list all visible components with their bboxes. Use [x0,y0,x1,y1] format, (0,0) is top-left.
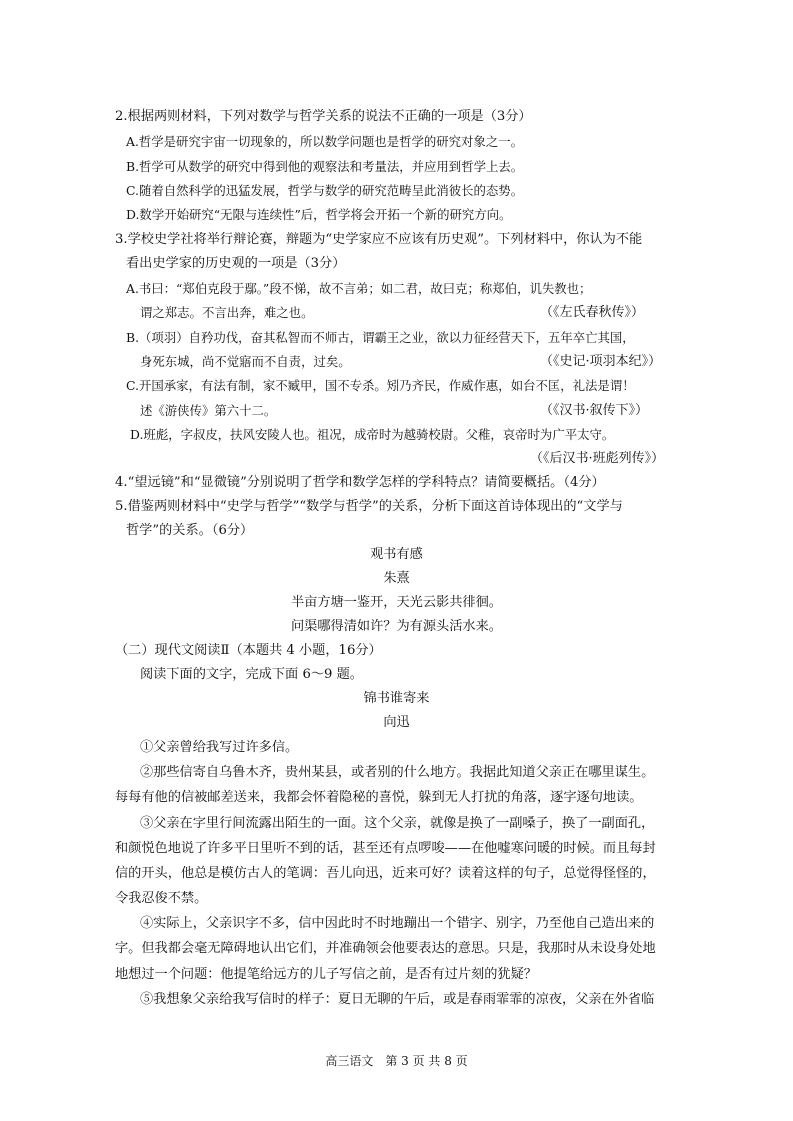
page-footer: 高三语文 第 3 页 共 8 页 [325,1054,468,1068]
poem-line-1: 半亩方塘一鉴开，天光云影共徘徊。 [291,595,502,610]
q2-option-a: A.哲学是研究宇宙一切现象的，所以数学问题也是哲学的研究对象之一。 [126,134,523,149]
article-paragraph-4-line1: ④实际上，父亲识字不多，信中因此时不时地蹦出一个错字、别字，乃至他自己造出来的 [140,916,655,931]
q3-option-d-line1: D.班彪，字叔皮，扶风安陵人也。祖况，成帝时为越骑校尉。父稚，哀帝时为广平太守。 [130,427,615,442]
q3-option-b-line2: 身死东城，尚不觉寤而不自责，过矣。 [140,354,351,369]
article-paragraph-5-line1: ⑤我想象父亲给我写信时的样子：夏日无聊的午后，或是春雨霏霏的凉夜，父亲在外省临 [140,992,655,1007]
q5-stem-line1: 5.借鉴两则材料中“史学与哲学”“数学与哲学”的关系，分析下面这首诗体现出的“文学与 [115,499,623,514]
article-author: 向迅 [383,715,410,730]
article-paragraph-3-line4: 令我忍俊不禁。 [115,891,208,906]
article-paragraph-3-line3: 信的开头，他总是模仿古人的笔调：吾儿向迅，近来可好？读着这样的句子，总觉得怪怪的， [115,866,656,881]
q3-option-a-source: （《左氏春秋传》） [540,305,645,320]
q3-option-c-source: （《汉书·叙传下》） [540,403,649,418]
q3-option-c-line2: 述《游侠传》第六十二。 [140,403,277,418]
article-paragraph-3-line2: 和颜悦色地说了许多平日里听不到的话，甚至还有点啰唆——在他嘘寒问暖的时候。而且每封 [115,841,656,856]
poem-line-2: 问渠哪得清如许？为有源头活水来。 [291,619,502,634]
q3-option-a-line1: A.书曰：“郑伯克段于鄢。”段不悌，故不言弟；如二君，故曰克；称郑伯，讥失教也； [126,281,592,296]
q4-stem: 4.“望远镜”和“显微镜”分别说明了哲学和数学怎样的学科特点？请简要概括。（4分） [115,475,605,490]
q2-option-d: D.数学开始研究“无限与连续性”后，哲学将会开拓一个新的研究方向。 [126,207,512,222]
q3-option-d-source: （《后汉书·班彪列传》） [530,451,665,466]
article-paragraph-4-line3: 地想过一个问题：他提笔给远方的儿子写信之前，是否有过片刻的犹疑？ [115,967,537,982]
article-paragraph-3-line1: ③父亲在字里行间流露出陌生的一面。这个父亲，就像是换了一副嗓子，换了一副面孔， [140,816,655,831]
q3-stem-line2: 看出史学家的历史观的一项是（3分） [126,256,346,271]
article-title: 锦书谁寄来 [363,691,430,706]
article-paragraph-2-line2: 每每有他的信被邮差送来，我都会怀着隐秘的喜悦，躲到无人打扰的角落，逐字逐句地读。 [115,790,643,805]
article-paragraph-1: ①父亲曾给我写过许多信。 [140,740,299,755]
section2-instruction: 阅读下面的文字，完成下面 6～9 题。 [140,667,363,682]
q3-option-a-line2: 谓之郑志。不言出奔，难之也。 [140,305,314,320]
section2-heading: （二）现代文阅读Ⅱ（本题共 4 小题，16分） [115,643,382,658]
poem-title: 观书有感 [370,547,423,562]
q3-option-c-line1: C.开国承家，有法有制，家不臧甲，国不专杀。矧乃齐民，作威作惠，如台不匡，礼法是谓！ [126,378,635,393]
article-paragraph-4-line2: 字。但我都会毫无障碍地认出它们，并准确领会他要表达的意思。只是，我那时从未设身处地 [115,941,656,956]
q3-option-b-line1: B.（项羽）自矜功伐，奋其私智而不师古，谓霸王之业，欲以力征经营天下，五年卒亡其国， [126,330,635,345]
q2-option-c: C.随着自然科学的迅猛发展，哲学与数学的研究范畴呈此消彼长的态势。 [126,183,524,198]
poem-author: 朱熹 [383,571,410,586]
q2-stem: 2.根据两则材料，下列对数学与哲学关系的说法不正确的一项是（3分） [115,109,532,124]
q3-stem-line1: 3.学校史学社将举行辩论赛，辩题为“史学家应不应该有历史观”。下列材料中，你认为不能 [115,232,643,247]
q2-option-b: B.哲学可从数学的研究中得到他的观察法和考量法，并应用到哲学上去。 [126,159,524,174]
article-paragraph-2-line1: ②那些信寄自乌鲁木齐，贵州某县，或者别的什么地方。我据此知道父亲正在哪里谋生。 [140,765,655,780]
q3-option-b-source: （《史记·项羽本纪》） [540,354,662,369]
q5-stem-line2: 哲学”的关系。（6分） [126,523,254,538]
